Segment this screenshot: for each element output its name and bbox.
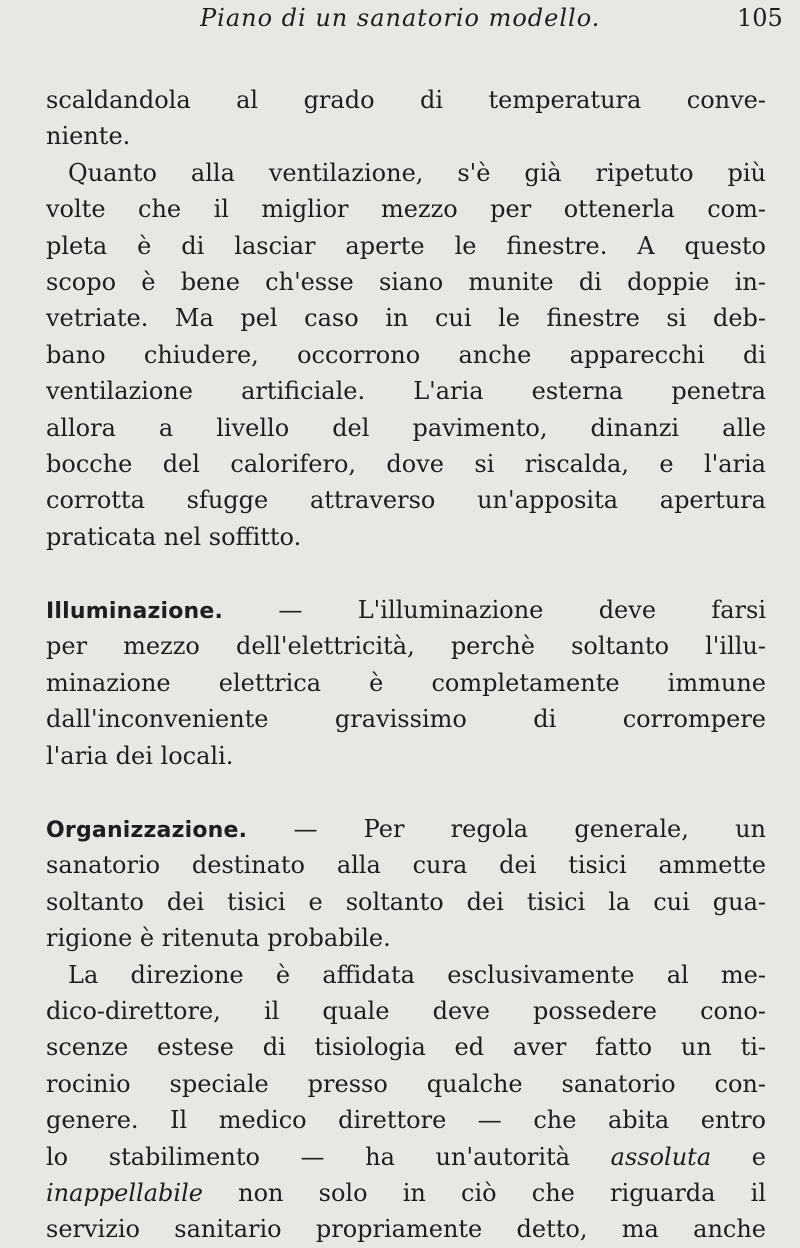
section-heading-lighting: Illuminazione.	[46, 599, 224, 625]
text-line: volte che il miglior mezzo per ottenerla com-	[46, 195, 766, 224]
text-line: dall'inconveniente gravissimo di corrompere	[46, 705, 766, 734]
text-line: vetriate. Ma pel caso in cui le finestre si deb-	[46, 304, 766, 333]
text-line: Quanto alla ventilazione, s'è già ripetuto più	[68, 158, 766, 187]
page-body	[46, 82, 766, 1248]
text-line: soltanto dei tisici e soltanto dei tisici la cui gua-	[46, 887, 766, 916]
text-line: minazione elettrica è completamente immune	[46, 668, 766, 697]
paragraph-gap	[46, 774, 766, 811]
text-line	[46, 1139, 766, 1175]
text-line: allora a livello del pavimento, dinanzi alle	[46, 413, 766, 442]
text-line: bano chiudere, occorrono anche apparecchi di	[46, 340, 766, 369]
text-line: ventilazione artificiale. L'aria esterna penetra	[46, 377, 766, 406]
text-line	[46, 811, 766, 847]
text-run: lo stabilimento — ha un'autorità	[46, 1142, 571, 1171]
text-run: non solo in ciò che riguarda il	[202, 1178, 766, 1207]
text-line: scaldandola al grado di temperatura conve-	[46, 86, 766, 114]
text-line: corrotta sfugge attraverso un'apposita apertura	[46, 486, 766, 515]
paragraph-ventilation	[46, 155, 766, 555]
text-line	[46, 592, 766, 628]
text-line: genere. Il medico direttore — che abita entro	[46, 1106, 766, 1135]
text-run: — Per regola generale, un	[247, 815, 766, 844]
text-line: sanatorio destinato alla cura dei tisici ammette	[46, 851, 766, 880]
paragraph-heating-end	[46, 82, 766, 155]
running-header	[200, 0, 800, 36]
paragraph-gap	[46, 555, 766, 592]
text-line: rocinio speciale presso qualche sanatorio con-	[46, 1069, 766, 1098]
paragraph-direction	[46, 957, 766, 1248]
text-line: praticata nel soffitto.	[46, 522, 302, 551]
emphasis-text: assoluta	[610, 1142, 712, 1171]
text-line: La direzione è affidata esclusivamente al me-	[68, 960, 766, 989]
text-line: scopo è bene ch'esse siano munite di doppie in-	[46, 267, 766, 296]
page-number: 105	[737, 4, 783, 32]
running-title: Piano di un sanatorio modello.	[200, 4, 601, 32]
text-line: servizio sanitario propriamente detto, ma anche	[46, 1215, 766, 1244]
text-line: dico-direttore, il quale deve possedere cono-	[46, 996, 766, 1025]
text-run: — L'illuminazione deve farsi	[223, 596, 766, 625]
text-line: rigione è ritenuta probabile.	[46, 924, 391, 953]
text-line: pleta è di lasciar aperte le finestre. A questo	[46, 231, 766, 260]
text-line: scenze estese di tisiologia ed aver fatto un ti-	[46, 1033, 766, 1062]
text-run: e	[711, 1142, 766, 1171]
paragraph-organization	[46, 811, 766, 957]
text-line: per mezzo dell'elettricità, perchè soltanto l'illu-	[46, 632, 766, 661]
text-line: niente.	[46, 122, 131, 151]
text-line	[46, 1175, 766, 1211]
text-line: bocche del calorifero, dove si riscalda, e l'aria	[46, 449, 766, 478]
paragraph-lighting	[46, 592, 766, 774]
emphasis-text: inappellabile	[46, 1178, 203, 1207]
text-line: l'aria dei locali.	[46, 741, 234, 770]
section-heading-organization: Organizzazione.	[46, 818, 248, 844]
